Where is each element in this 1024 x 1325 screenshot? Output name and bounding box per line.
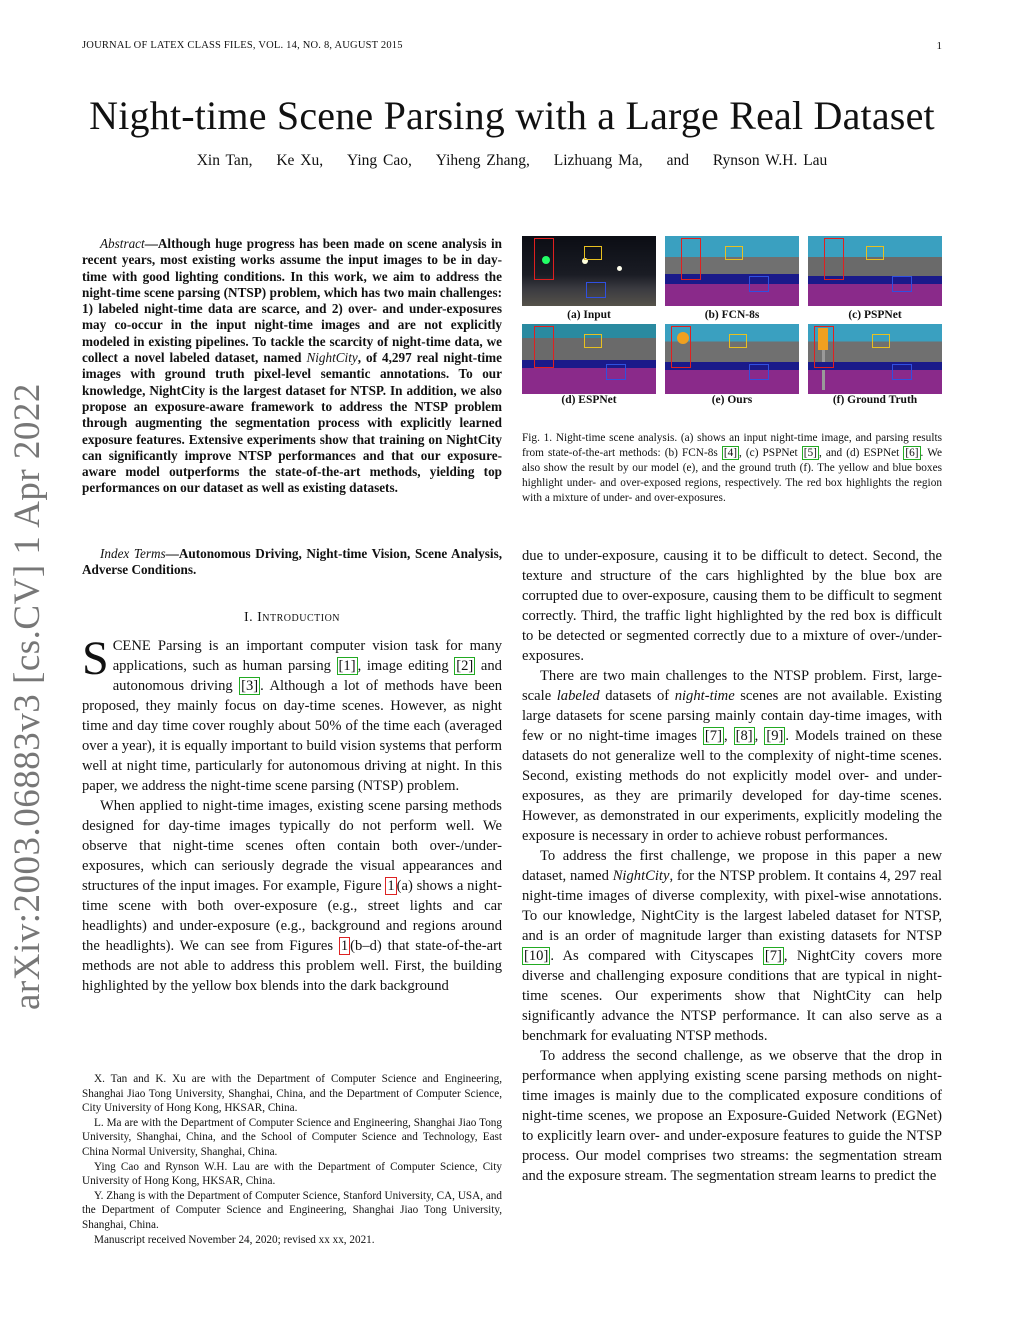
intro-text: CENE Parsing is an important computer vision task for many applications, such as human parsing [112, 638, 502, 674]
body-text: . Models trained on these datasets do not generalize well to the complexity of night-time scenes. Second, existing methods do not explicitly model over- and under-exposures, as they are primarily developed for day-time scenes. However, as demonstrated in our experiments, explicitly modeling the exposure is necessary in order to achieve robust performances. [522, 728, 943, 844]
paragraph [522, 846, 942, 1046]
citation-link[interactable]: [2] [456, 658, 474, 674]
footnote: X. Tan and K. Xu are with the Department of Computer Science and Engineering, Shanghai Jiao Tong University, Shanghai, China, and the Department of Computer Science, City University of Hong Kong, HKSAR, China. [82, 1073, 502, 1115]
citation-link[interactable]: [1] [338, 658, 356, 674]
citation-link[interactable]: [5] [803, 447, 817, 459]
footnote: L. Ma are with the Department of Computer Science and Engineering, Shanghai Jiao Tong University, Shanghai, China, and the School of Computer Science and Technology, East China Normal University, Shanghai, China. [82, 1116, 502, 1158]
dataset-name: NightCity [306, 350, 358, 366]
pspnet-result-image [808, 236, 942, 306]
footnotes [82, 1072, 502, 1247]
author-list [0, 152, 1024, 170]
figure-label: (a) Input [567, 309, 611, 321]
paragraph: due to under-exposure, causing it to be difficult to detect. Second, the texture and structure of the cars highlighted by the blue box are corrupted due to over-exposure, causing them to be difficult to segment correctly. Third, the traffic light highlighted by the red box is difficult to be detected or segmented correctly due to a mixture of over-/under-exposures. [522, 548, 942, 664]
abstract [82, 236, 502, 497]
ground-truth-image [808, 324, 942, 394]
author: Ke Xu, [276, 152, 324, 169]
citation-link[interactable]: [6] [905, 447, 919, 459]
citation-link[interactable]: [7] [704, 728, 722, 744]
emph: labeled [556, 688, 600, 704]
intro-text: and autonomous driving [112, 658, 502, 694]
intro-text: . Although a lot of methods have been proposed, they mainly focus on day-time scenes. However, as night time and day time cover roughly about 50% of the time each (averaged over a year), it is equally important to build vision systems that perform well at night time, particularly for autonomous driving at night. In this paper, we address the night-time scene parsing (NTSP) problem. [82, 678, 502, 794]
arxiv-stamp: arXiv:2003.06883v3 [cs.CV] 1 Apr 2022 [7, 383, 48, 1010]
author-conj: and [666, 152, 689, 169]
figure-label: (b) FCN-8s [704, 309, 760, 321]
figure-1 [522, 236, 942, 406]
figure-label: (d) ESPNet [561, 394, 617, 406]
abstract-text: , of 4,297 real night-time images with ground truth pixel-level semantic annotations. To our knowledge, NightCity is the largest dataset for NTSP. In addition, we also propose an exposure-aware framework to address the NTSP problem through augmenting the segmentation process with explicitly learned exposure features. Extensive experiments show that training on NightCity can significantly improve NTSP performances and that our exposure-aware model outperforms the state-of-the-art methods, yielding top performances on our dataset as well as existing datasets. [82, 350, 502, 496]
caption-text: , (c) PSPNet [739, 447, 802, 459]
running-header: JOURNAL OF LATEX CLASS FILES, VOL. 14, NO. 8, AUGUST 2015 [82, 40, 403, 51]
caption-text: , and (d) ESPNet [818, 447, 904, 459]
index-terms [82, 546, 502, 579]
section-number: I. [243, 610, 254, 625]
figure-label: (f) Ground Truth [832, 394, 918, 406]
intro-body [82, 632, 502, 996]
paper-title: Night-time Scene Parsing with a Large Real Dataset [89, 93, 935, 138]
page-number: 1 [936, 40, 942, 52]
drop-cap: S [82, 632, 109, 685]
citation-link[interactable]: [3] [241, 678, 259, 694]
body-text: scenes are not available. Existing large datasets for scene parsing mainly contain day-time images, with few or no night-time images [522, 688, 942, 744]
caption-text: . We also show the result by our model (e), and the ground truth (f). The yellow and blue boxes highlight under- and over-exposed regions, respectively. The red box highlights the region with a mixture of under- and over-exposures. [522, 447, 942, 504]
body-text: datasets of [599, 688, 675, 704]
abstract-text: —Although huge progress has been made on scene analysis in recent years, most existing works assume the input images to be in day-time with good lighting conditions. In this work, we aim to address the night-time scene parsing (NTSP) problem, which has two main challenges: 1) labeled night-time data are scarce, and 2) over- and under-exposures may co-occur in the input night-time images and are not explicitly modeled in existing pipelines. To tackle the scarcity of night-time data, we collect a novel labeled dataset, named [82, 236, 502, 366]
index-terms-label: Index Terms [100, 546, 166, 561]
author: Rynson W.H. Lau [712, 152, 828, 169]
figure-label: (c) PSPNet [848, 309, 902, 321]
intro-text: (a) shows a night-time scene with both over-exposure (e.g., street lights and car headlights) and under-exposure (e.g., background and regions around the headlights). We can see from Figures [82, 878, 502, 954]
dataset-name: NightCity [612, 868, 670, 884]
emph: night-time [674, 688, 735, 704]
paragraph: To address the second challenge, as we observe that the drop in performance when applying existing scene parsing methods on night-time images is mainly due to the complicated exposure conditions of night-time scenes, we propose an Exposure-Guided Network (EGNet) to explicitly learn over- and under-exposure features to guide the NTSP process. Our model comprises two streams: the segmentation stream and the exposure stream. The segmentation stream learns to predict the [522, 1048, 942, 1184]
abstract-label: Abstract [100, 236, 145, 251]
espnet-result-image [522, 324, 656, 394]
body-text: , for the NTSP problem. It contains 4, 297 real night-time images of diverse complexity, with pixel-wise annotations. To our knowledge, NightCity is the largest labeled dataset for NTSP, and is an order of magnitude larger than existing datasets for NTSP [522, 868, 942, 944]
section-title: Introduction [257, 610, 341, 625]
body-text: , NightCity covers more diverse and challenging exposure conditions that are typical in night-time scenes. Our experiments show that NightCity can help significantly advance the NTSP performance. It can also serve as a benchmark for evaluating NTSP methods. [522, 948, 942, 1044]
body-text: . As compared with Cityscapes [550, 948, 763, 964]
author: Lizhuang Ma, [553, 152, 643, 169]
citation-link[interactable]: [8] [735, 728, 753, 744]
figure-caption [522, 431, 942, 506]
citation-link[interactable]: [4] [723, 447, 738, 459]
input-night-image [522, 236, 656, 306]
index-terms-text: —Autonomous Driving, Night-time Vision, Scene Analysis, Adverse Conditions. [82, 546, 502, 578]
citation-link[interactable]: [7] [764, 948, 782, 964]
figure-link[interactable]: 1 [340, 938, 349, 954]
author: Yiheng Zhang, [435, 152, 530, 169]
figure-label: (e) Ours [711, 394, 753, 406]
author: Ying Cao, [346, 152, 412, 169]
footnote: Ying Cao and Rynson W.H. Lau are with the Department of Computer Science, City University of Hong Kong, HKSAR, China. [82, 1160, 502, 1188]
right-column-body [522, 546, 942, 1186]
citation-link[interactable]: [9] [766, 728, 784, 744]
footnote: Manuscript received November 24, 2020; revised xx xx, 2021. [94, 1233, 375, 1246]
fcn8s-result-image [665, 236, 799, 306]
footnote: Y. Zhang is with the Department of Computer Science, Stanford University, CA, USA, and the Department of Computer Science and Engineering, Shanghai Jiao Tong University, Shanghai, China. [82, 1189, 502, 1231]
intro-text: , image editing [357, 658, 455, 674]
intro-text: When applied to night-time images, existing scene parsing methods designed for day-time images typically do not perform well. We observe that night-time scenes often contain both over-/under-exposures, which can seriously degrade the visual appearances and structures of the input images. For example, Figure [82, 798, 502, 894]
ours-result-image [665, 324, 799, 394]
body-text: To address the first challenge, we propose in this paper a new dataset, named [522, 848, 942, 884]
intro-text: (b–d) that state-of-the-art methods are not able to address this problem well. First, the building highlighted by the yellow box blends into the dark background [82, 938, 502, 994]
caption-text: Fig. 1. Night-time scene analysis. (a) shows an input night-time image, and parsing results from state-of-the-art methods: (b) FCN-8s [522, 432, 942, 459]
figure-link[interactable]: 1 [387, 878, 395, 894]
author: Xin Tan, [196, 152, 253, 169]
paragraph: There are two main challenges to the NTSP problem. First, large-scale labeled datasets of night-time scenes are not available. Existing large datasets for scene parsing mainly contain day-time images, with few or no night-time images [7] , [8] , [9] . Models trained on these datasets do not generalize well to the complexity of night-time scenes. Second, existing methods do not explicitly model over- and under-exposures, as they are primarily developed for day-time scenes. However, as demonstrated in our experiments, explicitly modeling the exposure is necessary in order to achieve robust performances. [522, 668, 943, 844]
citation-link[interactable]: [10] [524, 948, 549, 964]
body-text: There are two main challenges to the NTSP problem. First, large-scale [522, 668, 942, 704]
section-heading [82, 610, 502, 626]
